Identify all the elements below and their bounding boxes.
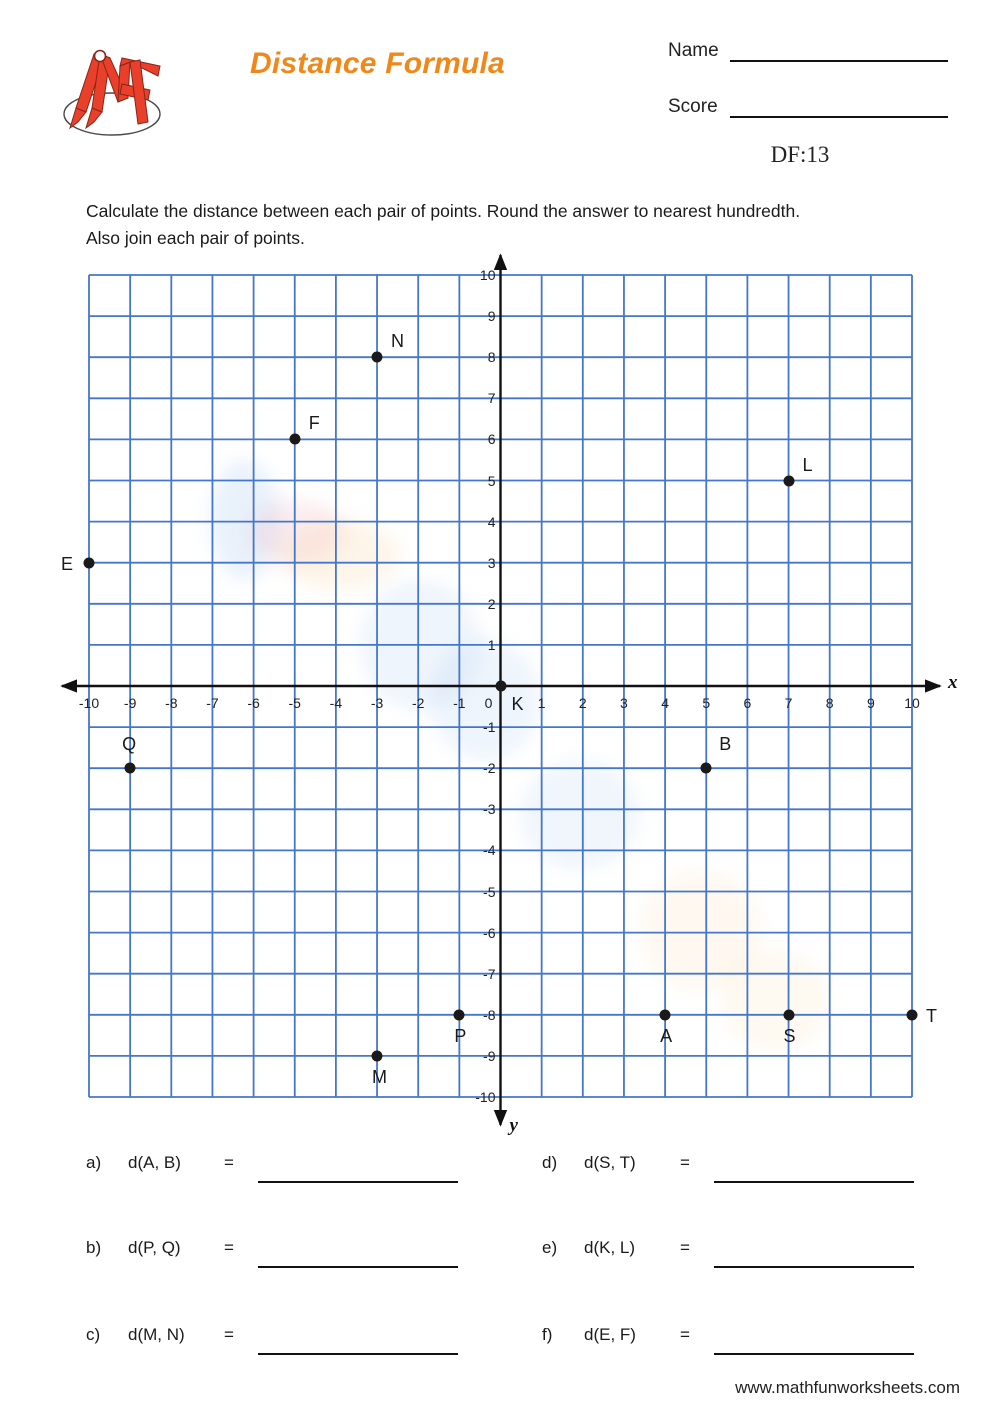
- plotted-point-m[interactable]: [372, 1050, 383, 1061]
- x-tick-label: -9: [123, 695, 137, 711]
- mathfunworksheets-logo-icon: [56, 36, 168, 146]
- answer-row: [542, 1145, 922, 1185]
- answer-equals-sign: =: [224, 1238, 234, 1257]
- answer-expression: d(P, Q): [128, 1238, 181, 1257]
- y-tick-label: 6: [487, 431, 496, 448]
- x-axis-label: x: [948, 672, 958, 693]
- paper-smudge: [280, 520, 400, 590]
- sheet-code: DF:13: [770, 142, 830, 167]
- answer-row: [542, 1317, 922, 1357]
- x-tick-label: 8: [825, 695, 834, 711]
- y-tick-label: -2: [483, 760, 496, 777]
- x-tick-label: 5: [702, 695, 711, 711]
- footer-website: www.mathfunworksheets.com: [735, 1378, 960, 1397]
- y-tick-label: 9: [487, 308, 496, 325]
- y-tick-label: 7: [487, 390, 496, 407]
- answer-equals-sign: =: [224, 1153, 234, 1172]
- x-tick-label: -8: [165, 695, 178, 711]
- answer-index: c): [86, 1325, 101, 1344]
- answer-blank-line[interactable]: [714, 1353, 914, 1355]
- y-tick-label: 2: [487, 595, 496, 612]
- page-header: [0, 0, 1000, 180]
- paper-smudge: [210, 460, 280, 580]
- answer-index: b): [86, 1238, 102, 1257]
- paper-smudge: [430, 640, 540, 760]
- answer-equals-sign: =: [224, 1325, 234, 1344]
- answer-expression: d(M, N): [128, 1325, 185, 1344]
- plotted-point-f[interactable]: [289, 434, 300, 445]
- point-label-k: K: [511, 694, 524, 714]
- x-tick-label: 0: [484, 695, 493, 711]
- point-label-m: M: [372, 1066, 388, 1087]
- y-tick-label: 3: [487, 554, 496, 571]
- y-tick-label: -10: [475, 1089, 496, 1105]
- answer-equals-sign: =: [680, 1325, 690, 1344]
- axes: [62, 255, 940, 1125]
- x-tick-label: 3: [620, 695, 628, 711]
- y-tick-label: -7: [483, 965, 496, 982]
- x-tick-label: -5: [288, 695, 301, 711]
- instructions-line-2: Also join each pair of points.: [86, 228, 305, 249]
- answer-index: f): [542, 1325, 553, 1344]
- point-label-p: P: [454, 1025, 467, 1046]
- y-tick-label: 4: [487, 513, 496, 530]
- plotted-point-a[interactable]: [660, 1009, 671, 1020]
- x-tick-label: 4: [661, 695, 669, 711]
- name-label: Name: [668, 40, 719, 61]
- answer-index: e): [542, 1238, 558, 1257]
- point-label-e: E: [61, 553, 74, 574]
- x-tick-label: -1: [453, 695, 466, 711]
- grid-lines: [89, 275, 912, 1097]
- x-tick-label: 9: [866, 695, 875, 711]
- y-tick-label: 5: [487, 472, 496, 489]
- plotted-point-s[interactable]: [783, 1009, 794, 1020]
- plotted-point-n[interactable]: [372, 352, 383, 363]
- x-tick-label: 10: [904, 695, 920, 711]
- x-tick-label: 2: [578, 695, 587, 711]
- page-title: Distance Formula: [250, 47, 505, 80]
- y-axis-label: y: [509, 1115, 518, 1136]
- answer-blank-line[interactable]: [258, 1181, 458, 1183]
- answer-expression: d(A, B): [128, 1153, 181, 1172]
- instructions-line-1: Calculate the distance between each pair of points. Round the answer to nearest hundredth.: [86, 201, 801, 221]
- answer-equals-sign: =: [680, 1153, 690, 1172]
- y-tick-label: -9: [483, 1047, 496, 1064]
- x-tick-label: -7: [206, 695, 219, 711]
- answer-section: [0, 1145, 1000, 1365]
- x-tick-label: -3: [370, 695, 384, 711]
- paper-smudge: [250, 500, 345, 565]
- plotted-point-e[interactable]: [84, 557, 95, 568]
- point-label-b: B: [719, 734, 732, 755]
- point-label-a: A: [660, 1025, 673, 1046]
- instructions: [86, 198, 916, 252]
- y-tick-label: 8: [487, 349, 496, 366]
- x-tick-label: -10: [78, 695, 100, 711]
- x-tick-label: 7: [784, 695, 793, 711]
- plotted-point-l[interactable]: [783, 475, 794, 486]
- name-input-line[interactable]: [730, 60, 948, 62]
- answer-expression: d(E, F): [584, 1325, 636, 1344]
- answer-index: a): [86, 1153, 102, 1172]
- answer-expression: d(S, T): [584, 1153, 636, 1172]
- answer-blank-line[interactable]: [714, 1266, 914, 1268]
- answer-row: [86, 1145, 466, 1185]
- answer-blank-line[interactable]: [714, 1181, 914, 1183]
- paper-smudge: [640, 870, 760, 990]
- y-tick-label: 10: [479, 267, 496, 283]
- plotted-point-b[interactable]: [701, 763, 712, 774]
- x-tick-label: -2: [411, 695, 425, 711]
- point-label-t: T: [926, 1005, 937, 1026]
- plotted-point-q[interactable]: [125, 763, 136, 774]
- y-tick-label: 1: [487, 636, 496, 653]
- answer-expression: d(K, L): [584, 1238, 636, 1257]
- y-tick-label: -1: [483, 719, 496, 736]
- x-tick-label: 6: [743, 695, 752, 711]
- paper-smudge: [720, 950, 830, 1050]
- point-label-s: S: [783, 1025, 796, 1046]
- point-label-n: N: [391, 331, 405, 352]
- answer-row: [86, 1230, 466, 1270]
- plotted-point-k[interactable]: [495, 681, 506, 692]
- paper-smudge: [520, 760, 640, 870]
- answer-blank-line[interactable]: [258, 1266, 458, 1268]
- answer-row: [542, 1230, 922, 1270]
- plotted-point-t[interactable]: [907, 1009, 918, 1020]
- x-tick-label: -6: [247, 695, 260, 711]
- y-tick-label: -6: [483, 924, 496, 941]
- paper-smudge: [360, 580, 480, 710]
- point-label-l: L: [802, 454, 813, 475]
- answer-equals-sign: =: [680, 1238, 690, 1257]
- y-tick-label: -5: [483, 883, 496, 900]
- answer-index: d): [542, 1153, 558, 1172]
- x-tick-label: 1: [537, 695, 546, 711]
- plotted-point-p[interactable]: [454, 1009, 465, 1020]
- point-label-q: Q: [122, 734, 137, 755]
- score-input-line[interactable]: [730, 116, 948, 118]
- score-label: Score: [668, 96, 718, 117]
- y-tick-label: -4: [483, 842, 496, 859]
- x-tick-label: -4: [329, 695, 343, 711]
- answer-blank-line[interactable]: [258, 1353, 458, 1355]
- y-tick-label: -8: [483, 1006, 496, 1023]
- point-label-f: F: [308, 413, 320, 434]
- answer-row: [86, 1317, 466, 1357]
- y-tick-label: -3: [483, 801, 496, 818]
